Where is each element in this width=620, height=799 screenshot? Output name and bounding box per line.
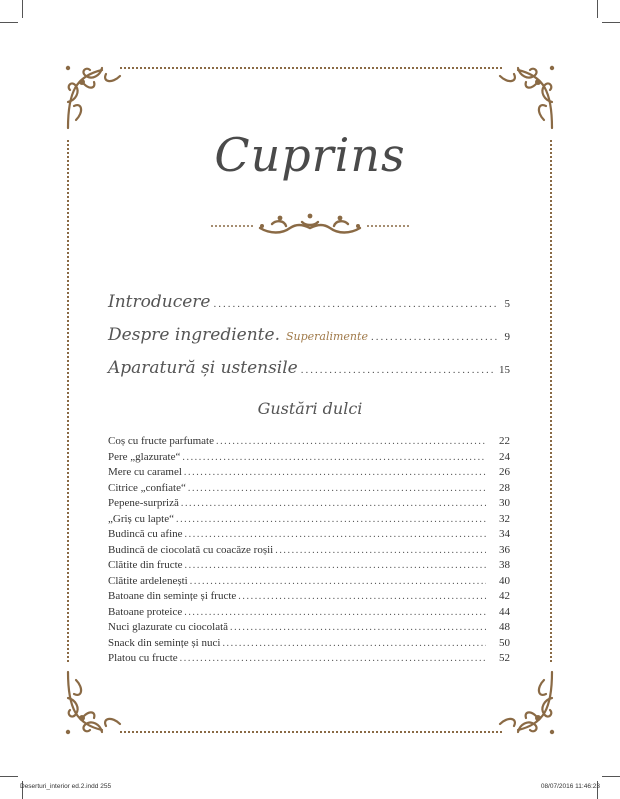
toc-item[interactable] — [108, 466, 510, 482]
toc-item-title: Pere „glazurate“ — [108, 450, 181, 463]
toc-item-title: Coș cu fructe parfumate — [108, 435, 214, 447]
dot-leader — [181, 498, 486, 509]
corner-ornament-icon — [486, 666, 558, 738]
dot-leader — [184, 607, 486, 618]
toc-item-page: 44 — [499, 605, 510, 618]
toc-item[interactable] — [108, 575, 510, 591]
toc-item[interactable] — [108, 544, 510, 560]
toc-item-page: 52 — [499, 652, 510, 664]
toc-item-title: Budincă cu afine — [108, 528, 183, 540]
toc-item[interactable] — [108, 528, 510, 544]
toc-item-page: 36 — [499, 543, 510, 556]
toc-item-page: 48 — [499, 621, 510, 633]
toc-item[interactable] — [108, 559, 510, 575]
slug-timestamp: 08/07/2016 11:46:23 — [540, 783, 600, 790]
dot-leader — [182, 452, 486, 463]
dot-leader — [185, 560, 486, 571]
crop-mark — [602, 22, 620, 23]
toc-entry-title: Aparatură și ustensile — [108, 358, 298, 378]
dot-leader — [275, 545, 486, 556]
dot-leader — [188, 483, 486, 494]
toc-entry-page: 5 — [504, 298, 510, 310]
toc-item-page: 32 — [499, 512, 510, 525]
toc-item-page: 40 — [499, 574, 510, 587]
toc-main-entry[interactable] — [108, 325, 510, 358]
toc-item[interactable] — [108, 590, 510, 606]
dot-leader — [184, 467, 486, 478]
frame-border-bottom — [120, 731, 502, 733]
toc-item[interactable] — [108, 652, 510, 668]
toc-item-title: Clătite din fructe — [108, 559, 183, 571]
toc-item-page: 42 — [499, 590, 510, 602]
toc-item-page: 34 — [499, 528, 510, 540]
toc-item-page: 30 — [499, 497, 510, 509]
dot-leader — [371, 331, 497, 343]
toc-item[interactable] — [108, 621, 510, 637]
toc-entry-page: 15 — [499, 364, 510, 376]
slug-filename: Deserturi_interior ed.2.indd 255 — [20, 783, 112, 790]
toc-main-entry[interactable] — [108, 358, 510, 391]
toc-section-list — [108, 435, 510, 668]
toc-item[interactable] — [108, 497, 510, 513]
toc-item-title: „Griș cu lapte“ — [108, 512, 174, 525]
dot-leader — [185, 529, 486, 540]
ornament-divider-icon — [210, 212, 410, 236]
toc-item-page: 50 — [499, 636, 510, 649]
crop-mark — [597, 0, 598, 18]
dot-leader — [216, 436, 486, 447]
toc-item[interactable] — [108, 435, 510, 451]
toc-entry-page: 9 — [504, 331, 510, 343]
corner-ornament-icon — [62, 666, 134, 738]
page-title: Cuprins — [214, 128, 406, 182]
toc-entry-title: Introducere — [108, 292, 211, 312]
frame-border-top — [120, 67, 502, 69]
dot-leader — [176, 514, 486, 525]
toc-item-title: Batoane din semințe și fructe — [108, 590, 237, 602]
toc-entry-title: Despre ingrediente. — [108, 325, 280, 345]
toc-item-page: 26 — [499, 466, 510, 478]
toc-item-page: 28 — [499, 481, 510, 494]
crop-mark — [22, 0, 23, 18]
toc-item[interactable] — [108, 606, 510, 622]
toc-item-title: Nuci glazurate cu ciocolată — [108, 621, 229, 633]
toc-item-title: Platou cu fructe — [108, 652, 178, 664]
toc-item-title: Mere cu caramel — [108, 466, 182, 478]
corner-ornament-icon — [62, 62, 134, 134]
toc-item[interactable] — [108, 482, 510, 498]
crop-mark — [0, 22, 18, 23]
toc-main-entries — [108, 292, 510, 391]
toc-entry-subtitle: Superalimente — [285, 330, 368, 343]
section-title: Gustări dulci — [257, 399, 363, 418]
toc-item-title: Snack din semințe și nuci — [108, 636, 221, 649]
dot-leader — [180, 653, 486, 664]
toc-main-entry[interactable] — [108, 292, 510, 325]
dot-leader — [230, 622, 486, 633]
dot-leader — [190, 576, 486, 587]
toc-item-page: 22 — [499, 435, 510, 447]
dot-leader — [238, 591, 486, 602]
toc-item-title: Budincă de ciocolată cu coacăze roșii — [108, 543, 274, 556]
toc-item[interactable] — [108, 451, 510, 467]
toc-item-page: 38 — [499, 559, 510, 571]
crop-mark — [0, 776, 18, 777]
toc-item-page: 24 — [499, 450, 510, 463]
toc-item-title: Clătite ardelenești — [108, 574, 188, 587]
toc-item-title: Batoane proteice — [108, 605, 183, 618]
toc-item-title: Citrice „confiate“ — [108, 481, 186, 494]
dot-leader — [222, 638, 486, 649]
toc-item-title: Pepene-surpriză — [108, 497, 179, 509]
toc-item[interactable] — [108, 637, 510, 653]
toc-item[interactable] — [108, 513, 510, 529]
dot-leader — [213, 298, 497, 310]
crop-mark — [602, 776, 620, 777]
dot-leader — [301, 364, 496, 376]
corner-ornament-icon — [486, 62, 558, 134]
